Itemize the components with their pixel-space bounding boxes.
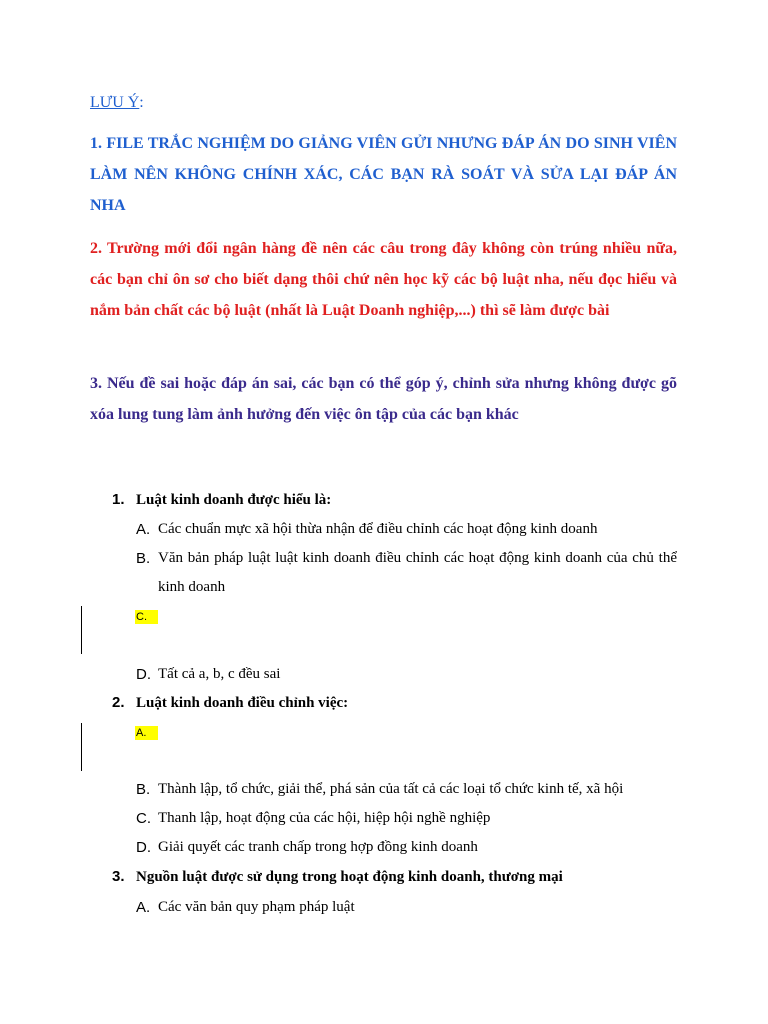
note-heading xyxy=(90,94,144,112)
option-letter: D. xyxy=(136,666,151,683)
option-letter: A. xyxy=(136,521,151,538)
option-text: Các văn bản quy phạm pháp luật xyxy=(158,899,355,915)
option-text: Tất cả a, b, c đều sai xyxy=(158,666,281,682)
q1-option-b xyxy=(136,544,677,602)
option-letter: B. xyxy=(136,550,151,567)
option-letter: D. xyxy=(136,839,151,856)
option-text: Giải quyết các tranh chấp trong hợp đồng kinh doanh xyxy=(158,839,478,855)
note-paragraph-1: 1. FILE TRẮC NGHIỆM DO GIẢNG VIÊN GỬI NHƯNG ĐÁP ÁN DO SINH VIÊN LÀM NÊN KHÔNG CHÍNH XÁC, CÁC BẠN RÀ SOÁT VÀ SỬA LẠI ĐÁP ÁN NHA xyxy=(90,135,677,214)
option-letter: A. xyxy=(136,899,151,916)
q1-option-c-highlight: C. xyxy=(135,610,158,624)
question-number: 1. xyxy=(112,491,125,508)
q1-change-bar xyxy=(81,606,82,654)
question-3 xyxy=(112,867,563,887)
option-text: Thành lập, tổ chức, giải thể, phá sản của tất cả các loại tổ chức kinh tế, xã hội xyxy=(158,781,624,797)
question-1 xyxy=(112,490,331,510)
q2-option-b xyxy=(136,775,677,804)
question-text: Luật kinh doanh được hiểu là: xyxy=(136,492,332,508)
question-text: Nguồn luật được sử dụng trong hoạt động kinh doanh, thương mại xyxy=(136,869,563,885)
q2-option-d xyxy=(136,833,677,862)
q1-option-a xyxy=(136,515,677,544)
note-heading-colon: : xyxy=(139,94,144,111)
option-letter: B. xyxy=(136,781,151,798)
question-2 xyxy=(112,693,348,713)
note-paragraph-2: 2. Trường mới đổi ngân hàng đề nên các câu trong đây không còn trúng nhiều nữa, các bạn chỉ ôn sơ cho biết dạng thôi chứ nên học kỹ các bộ luật nha, nếu đọc hiểu và nắm bản chất các bộ luật (nhất là Luật Doanh nghiệp,...) thì sẽ làm được bài xyxy=(90,240,677,319)
question-text: Luật kinh doanh điều chỉnh việc: xyxy=(136,695,349,711)
note-paragraph-3: 3. Nếu đề sai hoặc đáp án sai, các bạn có thể góp ý, chỉnh sửa nhưng không được gõ xóa lung tung làm ảnh hưởng đến việc ôn tập của các bạn khác xyxy=(90,375,677,423)
q1-option-d xyxy=(136,660,677,689)
q2-option-a-highlight: A. xyxy=(135,726,158,740)
q3-option-a xyxy=(136,893,677,922)
question-number: 3. xyxy=(112,868,125,885)
option-text: Các chuẩn mực xã hội thừa nhận để điều chỉnh các hoạt động kinh doanh xyxy=(158,521,598,537)
q2-option-c xyxy=(136,804,677,833)
option-text: Văn bản pháp luật luật kinh doanh điều chỉnh các hoạt động kinh doanh của chủ thể kinh doanh xyxy=(158,550,677,595)
note-heading-text: LƯU Ý xyxy=(90,94,140,111)
q2-change-bar xyxy=(81,723,82,771)
option-text: Thanh lập, hoạt động của các hội, hiệp hội nghề nghiệp xyxy=(158,810,491,826)
question-number: 2. xyxy=(112,694,125,711)
option-letter: C. xyxy=(136,810,151,827)
